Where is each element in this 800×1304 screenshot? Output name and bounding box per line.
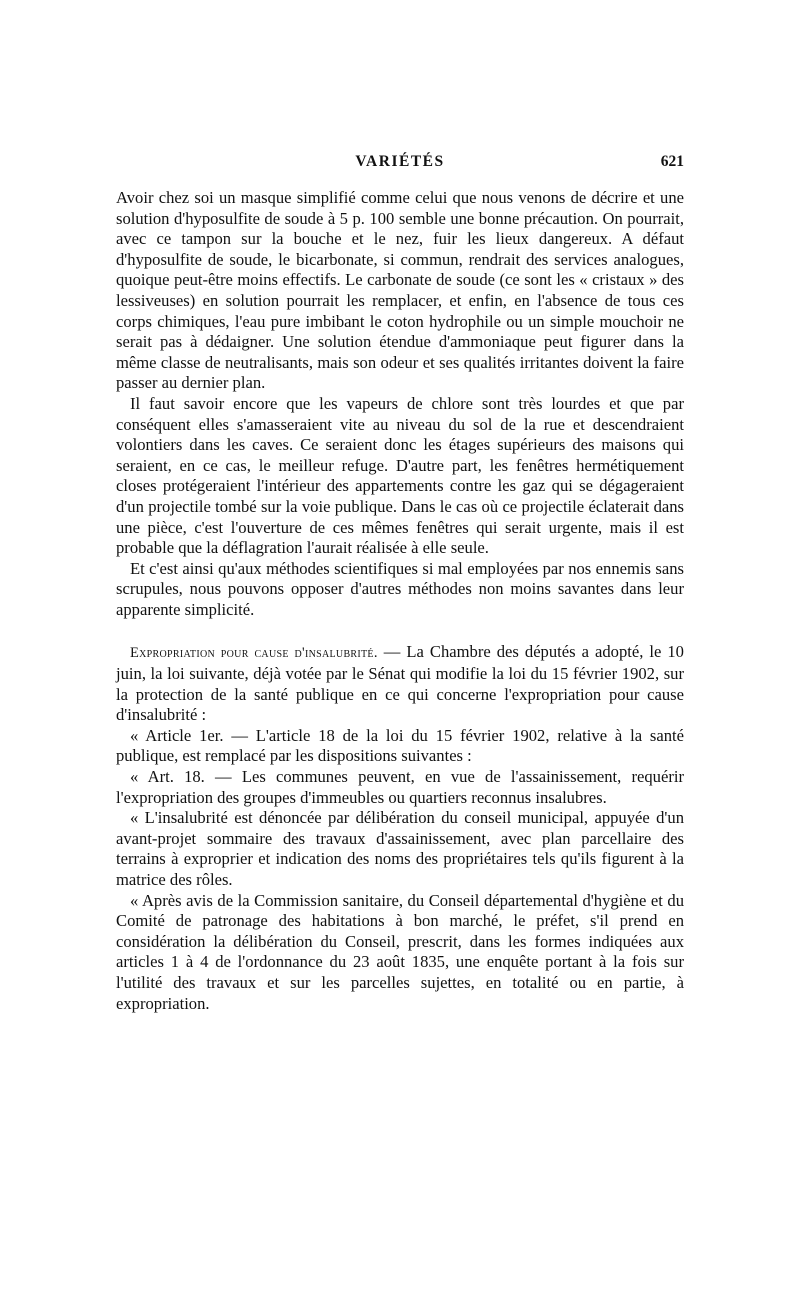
book-page (116, 0, 684, 1304)
paragraph-article-18: « Art. 18. — Les communes peuvent, en vue de l'assainissement, requérir l'expropriation des groupes d'immeubles ou quartiers reconnus insalubres. (116, 767, 684, 807)
paragraph-article-1: « Article 1er. — L'article 18 de la loi du 15 février 1902, relative à la santé publique, est remplacé par les dispositions suivantes : (116, 725, 684, 766)
paragraph-insalubrity: « L'insalubrité est dénoncée par délibération du conseil municipal, appuyée d'un avant-projet sommaire des travaux d'assainissement, avec plan parcellaire des terrains à exproprier et indication des noms des propriétaires tels qu'ils figurent à la matrice des rôles. (116, 808, 684, 889)
page-number: 621 (660, 153, 684, 170)
paragraph-gas-mask-advice: Avoir chez soi un masque simplifié comme celui que nous venons de décrire et une solution d'hyposulfite de soude à 5 p. 100 semble une bonne précaution. On pourrait, avec ce tampon sur la bouche et le nez, fuir les lieux dangereux. A défaut d'hyposulfite de soude, le bicarbonate, si commun, rendrait des services analogues, quoique peut-être moins effectifs. Le carbonate de soude (ce sont les « cristaux » des lessiveuses) en solution pourrait les remplacer, et enfin, en l'absence de tous ces corps chimiques, l'eau pure imbibant le coton hydrophile ou un simple mouchoir ne serait pas à dédaigner. Une solution étendue d'ammoniaque peut figurer dans la même classe de neutralisants, mais son odeur et ses qualités irritantes doivent la faire passer au dernier plan. (116, 188, 684, 393)
section-separator (116, 620, 684, 642)
running-title: VARIÉTÉS (355, 153, 445, 170)
paragraph-expropriation-intro (116, 642, 684, 725)
section-heading: Expropriation pour cause d'insalubrité. (130, 645, 378, 662)
section-intro-text: — La Chambre des députés a adopté, le 10 juin, la loi suivante, déjà votée par le Sénat qui modifie la loi du 15 février 1902, sur la protection de la santé publique en ce qui concerne l'expropriation pour cause d'insalubrité : (116, 642, 684, 725)
paragraph-conclusion: Et c'est ainsi qu'aux méthodes scientifiques si mal employées par nos ennemis sans scrupules, nous pouvons opposer d'autres méthodes non moins savantes dans leur apparente simplicité. (116, 558, 684, 619)
running-head (116, 153, 684, 177)
body-text (116, 188, 684, 1014)
paragraph-prefect-inquiry: « Après avis de la Commission sanitaire, du Conseil départemental d'hygiène et du Comité de patronage des habitations à bon marché, le préfet, s'il prend en considération la délibération du Conseil, prescrit, dans les formes indiquées aux articles 1 à 4 de l'ordonnance du 23 août 1835, une enquête portant à la fois sur l'utilité des travaux et sur les parcelles sujettes, en totalité ou en partie, à expropriation. (116, 890, 684, 1013)
paragraph-chlorine-vapours: Il faut savoir encore que les vapeurs de chlore sont très lourdes et que par conséquent elles s'amasseraient vite au niveau du sol de la rue et descendraient volontiers dans les caves. Ce seraient donc les étages supérieurs des maisons qui seraient, en ce cas, le meilleur refuge. D'autre part, les fenêtres hermétiquement closes protégeraient l'intérieur des appartements contre les gaz qui se dégageraient d'un projectile tombé sur la voie publique. Dans le cas où ce projectile éclaterait dans une pièce, c'est l'ouverture de ces mêmes fenêtres qui serait urgente, mais il est probable que la déflagration l'aurait réalisée à elle seule. (116, 393, 684, 558)
